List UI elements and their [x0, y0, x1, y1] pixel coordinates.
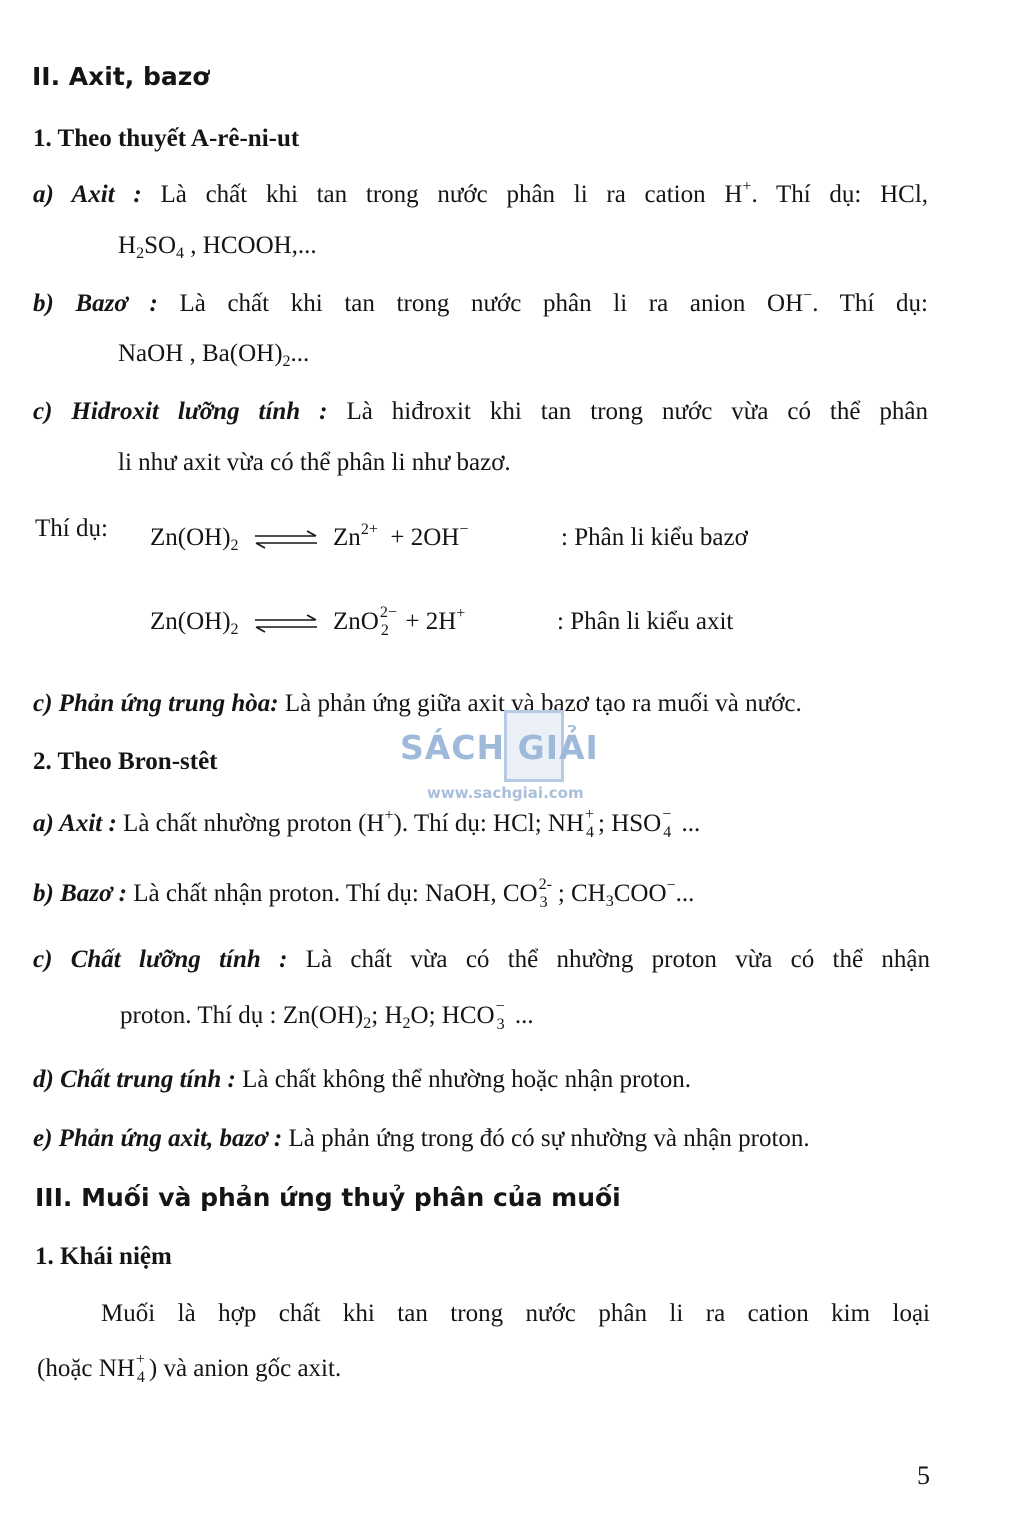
acid-dissociation-note: : Phân li kiểu axit — [557, 608, 734, 635]
subsection-arrhenius: 1. Theo thuyết A-rê-ni-ut — [33, 125, 300, 152]
arrhenius-acid-line: a) Axit : Là chất khi tan trong nước phân li ra cation H+. Thí dụ: HCl, — [33, 178, 929, 208]
amphoteric-label: c) Hidroxit lưỡng tính : — [33, 398, 328, 425]
bronsted-base-line: b) Bazơ : Là chất nhận proton. Thí dụ: NaOH, CO 2- 3 ; $CH_3COO^-$... — [33, 876, 695, 912]
salt-definition-line2: (hoặc NH + 4 ) và anion gốc axit. — [37, 1351, 342, 1387]
equilibrium-arrow-icon — [251, 528, 321, 550]
amphoteric-line2: li như axit vừa có thể phân li như bazơ. — [118, 449, 511, 476]
subsection-concept: 1. Khái niệm — [35, 1243, 172, 1270]
watermark-logo — [400, 700, 620, 810]
neutral-substance-line: d) Chất trung tính : Là chất không thể nhường hoặc nhận proton. — [33, 1066, 691, 1093]
amphoteric-hydroxide-line: c) Hidroxit lưỡng tính : Là hiđroxit khi tan trong nước vừa có thể phân — [33, 398, 929, 425]
acid-base-reaction-line: e) Phản ứng axit, bazơ : Là phản ứng trong đó có sự nhường và nhận proton. — [33, 1125, 810, 1152]
section-ii-title: II. Axit, bazơ — [32, 62, 210, 91]
equation-base-dissociation: $Zn(OH)_2$ $Zn^{2+} + 2OH^-$ — [150, 521, 469, 554]
subsection-bronsted: 2. Theo Bron-stêt — [33, 748, 218, 775]
arrhenius-base-line: b) Bazơ : Là chất khi tan trong nước phân li ra anion OH−. Thí dụ: — [33, 287, 928, 317]
page-number: 5 — [917, 1461, 930, 1490]
base-definition: Là chất khi tan trong nước phân li ra anion OH — [179, 290, 804, 317]
bronsted-amphoteric-examples: proton. Thí dụ : $Zn(OH)_2$; $H_2O$; HCO − 3 ... — [120, 998, 534, 1034]
neutralization-label: c) Phản ứng trung hòa: — [33, 690, 279, 717]
neutralization-line: c) Phản ứng trung hòa: Là phản ứng giữa axit và bazơ tạo ra muối và nước. — [33, 690, 802, 717]
equilibrium-arrow-icon — [251, 612, 321, 634]
bronsted-amphoteric-line: c) Chất lưỡng tính : Là chất vừa có thể nhường proton vừa có thể nhận — [33, 946, 931, 973]
acid-examples: $H_2SO_4$ , HCOOH,... — [118, 232, 317, 262]
equation-acid-dissociation: $Zn(OH)_2$ ZnO 2− 2 + 2H+ — [150, 604, 466, 640]
acid-label: a) Axit : — [33, 181, 142, 208]
bronsted-acid-line: a) Axit : Là chất nhường proton (H+). Thí dụ: HCl; NH + 4 ; HSO − 4 ... — [33, 806, 701, 842]
base-examples: NaOH , $Ba(OH)_2$... — [118, 340, 310, 370]
section-iii-title: III. Muối và phản ứng thuỷ phân của muối — [35, 1183, 621, 1212]
base-dissociation-note: : Phân li kiểu bazơ — [561, 524, 748, 551]
base-label: b) Bazơ : — [33, 290, 158, 317]
watermark-url: www.sachgiai.com — [427, 784, 584, 802]
salt-definition-line1: Muối là hợp chất khi tan trong nước phân li ra cation kim loại — [101, 1300, 930, 1327]
example-label: Thí dụ: — [35, 515, 108, 542]
acid-definition: Là chất khi tan trong nước phân li ra cation H — [160, 181, 743, 208]
watermark-brand: SÁCH GIẢI — [400, 728, 599, 767]
